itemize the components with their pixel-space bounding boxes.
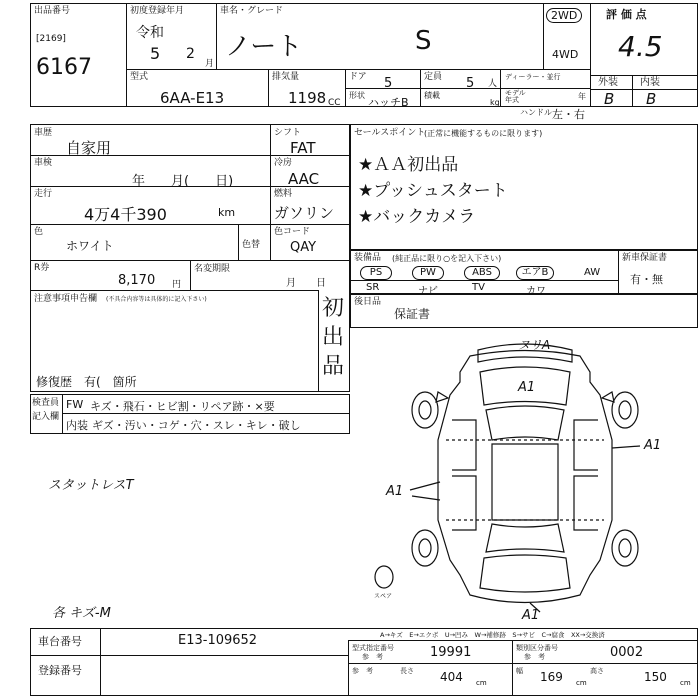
shift: FAT: [290, 139, 316, 157]
after-item: 保証書: [394, 307, 431, 321]
registration-year: 5: [150, 44, 161, 63]
length: 404: [440, 670, 463, 684]
handle: 左・右: [552, 108, 585, 121]
car-name-label: 車名・グレード: [220, 6, 284, 16]
repair-history: 修復歴 有( 箇所: [36, 375, 137, 389]
drive-2wd: 2WD: [546, 8, 582, 23]
fuel: ガソリン: [274, 204, 335, 222]
era: 令和: [136, 25, 164, 41]
equipment-leather: カワ: [526, 286, 546, 297]
equipment-ps: PS: [360, 266, 392, 280]
registration-month: 2: [186, 46, 195, 62]
score-label: 評 価 点: [606, 8, 647, 21]
km-unit: km: [218, 206, 236, 219]
width-label: 幅: [516, 667, 523, 675]
length-label: 長さ: [400, 667, 414, 675]
fw-key: FW: [66, 398, 84, 411]
equipment-sr: SR: [366, 282, 380, 293]
color-change-label: 色替: [242, 240, 261, 250]
divider: [348, 640, 349, 696]
reference-label-3: 参 考: [352, 667, 373, 675]
aircon: AAC: [288, 170, 320, 188]
cc-unit: CC: [328, 98, 341, 108]
divider: [100, 628, 101, 696]
notes-label: 注意事項申告欄: [34, 294, 98, 304]
damage-mark: A1: [522, 608, 540, 623]
color-label: 色: [34, 227, 44, 237]
divider: [348, 640, 698, 641]
spare-label: スペア: [374, 593, 393, 600]
model-label: 型式: [130, 72, 149, 82]
recycle-label: R券: [34, 263, 50, 273]
selling-point-item: ★プッシュスタート: [358, 181, 508, 201]
inspector-label: 検査員: [32, 398, 60, 408]
mileage-label: 走行: [34, 189, 53, 199]
equipment-aw: AW: [584, 267, 601, 278]
year-unit: 年: [578, 92, 586, 101]
capacity-label: 定員: [424, 72, 443, 82]
doors: 5: [384, 76, 393, 91]
grade: S: [415, 26, 432, 56]
history-label: 車歴: [34, 128, 53, 138]
height: 150: [644, 670, 667, 684]
selling-points-subtitle: (正常に機能するものに限ります): [424, 129, 543, 138]
damage-mark: A1: [386, 484, 404, 499]
exterior-label: 外装: [598, 77, 618, 88]
type-cert-number: 19991: [430, 645, 472, 660]
fuel-label: 燃料: [274, 189, 293, 199]
interior-grade: B: [646, 90, 657, 108]
width: 169: [540, 670, 563, 684]
handwritten-note: スタットレスT: [48, 478, 134, 493]
type-cert-label: 型式指定番号: [352, 644, 394, 652]
model: 6AA-E13: [160, 89, 225, 107]
displacement-label: 排気量: [272, 72, 300, 82]
displacement: 1198: [288, 89, 327, 107]
reference-label-2: 参 考: [524, 653, 545, 661]
equipment-pw: PW: [412, 266, 444, 280]
after-items-label: 後日品: [354, 297, 382, 307]
equipment-abs: ABS: [464, 266, 500, 280]
selling-point-item: ★ＡＡ初出品: [358, 155, 459, 175]
meigi-value: 月 日: [286, 278, 326, 289]
registration-label: 初度登録年月: [130, 6, 185, 16]
dealer-label: ディーラー・並行: [505, 73, 561, 81]
month-unit: 月: [205, 59, 215, 69]
interior-conditions: ギズ・汚い・コゲ・穴・スレ・キレ・破し: [92, 419, 301, 432]
recycle: 8,170: [118, 273, 156, 288]
interior-key: 内装: [66, 419, 88, 432]
chassis-label: 車台番号: [38, 635, 82, 648]
capacity: 5: [466, 76, 475, 91]
equipment-label: 装備品: [354, 253, 382, 263]
width-unit: cm: [576, 679, 587, 687]
chassis-number: E13-109652: [178, 633, 258, 648]
shift-label: シフト: [274, 128, 302, 138]
class-number: 0002: [610, 645, 644, 660]
aircon-label: 冷房: [274, 158, 293, 168]
damage-legend: A→キズ E→エクボ U→凹み W→補修跡 S→サビ C→腐食 XX→交換済: [380, 631, 605, 639]
history: 自家用: [66, 139, 112, 157]
notes-subtitle: (不具合内容等は具体的に記入下さい): [106, 296, 207, 303]
shape: ハッチB: [368, 96, 409, 109]
warranty-label: 新車保証書: [622, 253, 668, 263]
divider: [512, 640, 513, 696]
lot-code: [2169]: [36, 34, 66, 44]
height-label: 高さ: [590, 667, 604, 675]
handle-label: ハンドル: [520, 108, 552, 117]
class-label: 類別区分番号: [516, 644, 558, 652]
lot-number: 6167: [36, 55, 92, 80]
car-name: ノート: [225, 32, 303, 62]
damage-mark: A1: [518, 380, 536, 395]
inspector-label-2: 記入欄: [32, 412, 60, 422]
first-listing-stamp: 初出品: [322, 296, 345, 379]
equipment-navi: ナビ: [418, 286, 438, 297]
warranty: 有・無: [630, 273, 663, 286]
selling-points-label: セールスポイント: [354, 128, 426, 138]
drive-4wd: 4WD: [552, 48, 579, 61]
selling-point-item: ★バックカメラ: [358, 207, 476, 227]
divider: [30, 655, 348, 656]
height-unit: cm: [680, 679, 691, 687]
doors-label: ドア: [349, 72, 367, 82]
yen-unit: 円: [172, 280, 182, 290]
reference-label: 参 考: [362, 653, 383, 661]
damage-mark: A1: [644, 438, 662, 453]
handwritten-note-2: 各 キズ-M: [52, 606, 111, 621]
color-code-label: 色コード: [274, 227, 311, 237]
footer-block: [30, 628, 698, 696]
color-code: QAY: [290, 240, 317, 255]
exterior-grade: B: [604, 90, 615, 108]
load-label: 積載: [424, 91, 440, 100]
equipment-subtitle: (純正品に限り○を記入下さい): [392, 254, 502, 263]
equipment-tv: TV: [472, 282, 485, 293]
color: ホワイト: [66, 239, 114, 253]
equipment-airbag: エアB: [516, 266, 554, 280]
meigi-label: 名変期限: [194, 264, 231, 274]
person-unit: 人: [488, 79, 498, 89]
mileage: 4万4千390: [84, 205, 167, 224]
inspection: 年 月( 日): [132, 174, 234, 189]
damage-mark: ヌリA: [518, 338, 551, 352]
fw-conditions: キズ・飛石・ヒビ割・リペア跡・×要: [90, 400, 275, 413]
interior-label: 内装: [640, 77, 660, 88]
score: 4.5: [618, 30, 663, 63]
inspection-label: 車検: [34, 158, 53, 168]
lot-label: 出品番号: [34, 6, 71, 16]
divider: [348, 663, 698, 664]
registration-number-label: 登録番号: [38, 664, 82, 677]
kg-unit: kg: [490, 98, 500, 107]
length-unit: cm: [476, 679, 487, 687]
shape-label: 形状: [349, 91, 365, 100]
model-year-label: モデル 年式: [505, 89, 526, 104]
